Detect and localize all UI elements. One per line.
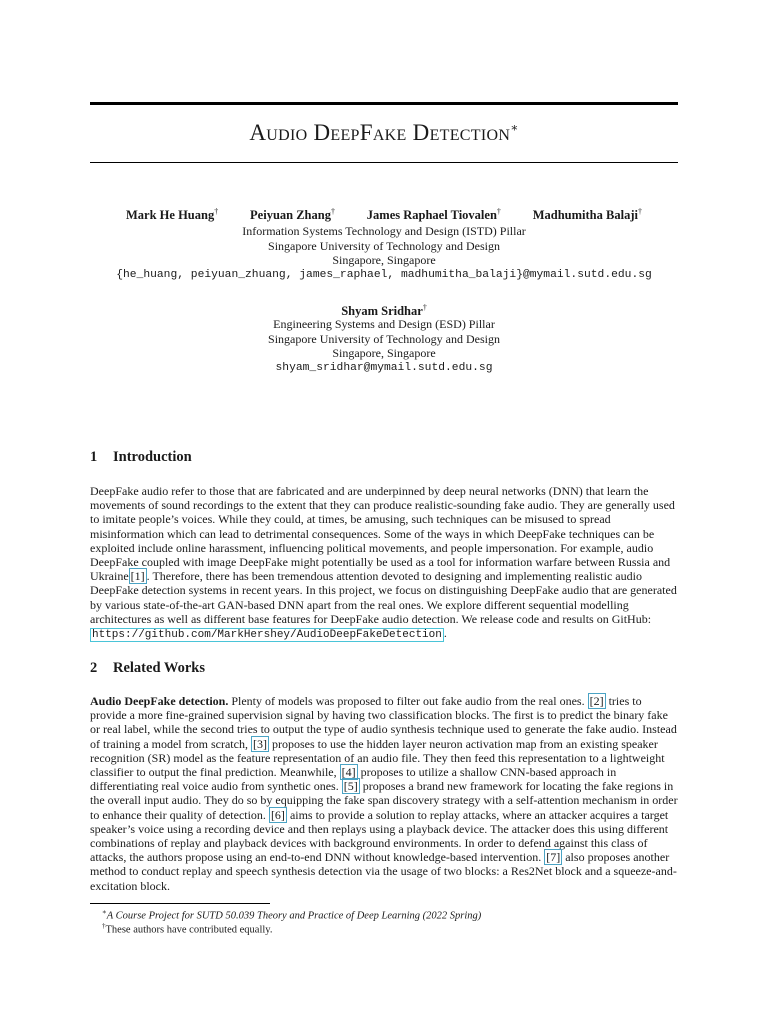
- body-text: .: [443, 626, 447, 641]
- author-email: shyam_sridhar@mymail.sutd.edu.sg: [275, 361, 493, 374]
- section-title: Introduction: [113, 449, 192, 465]
- citation-link[interactable]: [5]: [343, 779, 358, 794]
- author-name-text: Madhumitha Balaji: [532, 208, 638, 223]
- github-url-link[interactable]: https://github.com/MarkHershey/AudioDeepFakeDetection: [92, 629, 442, 642]
- affiliation-block: [90, 317, 678, 375]
- body-text: proposes a brand new framework for locating the fake regions in the overall input audio. They do so by equipping the fake span discovery strategy with a self-attention mechanism in order to enhance their quality of detection.: [90, 779, 678, 822]
- body-text: . Therefore, there has been tremendous attention devoted to designing and implementing realistic audio DeepFake detection systems in recent years. In this project, we focus on distinguishing DeepFake audio that are generated by various state-of-the-art GAN-based DNN apart from the real ones. We explore different sequential modelling architectures as well as different base features for DeepFake audio detection. We release code and results on GitHub:: [90, 569, 677, 626]
- affiliation-university: Singapore University of Technology and Design: [268, 331, 500, 346]
- body-text: proposes to use the hidden layer neuron activation map from an existing speaker recognition (SR) model as the feature representation of an audio file. They then feed this representation to a lightweight classifier to output the final prediction. Meanwhile,: [90, 736, 665, 780]
- affiliation-location: Singapore, Singapore: [332, 253, 436, 267]
- citation-link[interactable]: [7]: [546, 850, 561, 865]
- author-mark: †: [422, 303, 427, 312]
- citation-link[interactable]: [2]: [589, 694, 604, 708]
- author-name-text: Peiyuan Zhang: [250, 208, 331, 223]
- citation-link[interactable]: [6]: [270, 807, 285, 822]
- footnote-text: A Course Project for SUTD 50.039 Theory and Practice of Deep Learning (2022 Spring): [106, 910, 482, 922]
- section-number: 2: [90, 660, 98, 676]
- paper-title: [90, 120, 678, 146]
- section-heading-related-works: [90, 660, 205, 677]
- author-mark: †: [637, 207, 642, 216]
- footnote: [102, 920, 272, 937]
- title-top-rule: [90, 102, 678, 105]
- author-name: [533, 207, 642, 223]
- author-mark: †: [496, 207, 501, 216]
- affiliation-location: Singapore, Singapore: [332, 346, 436, 360]
- author-name: [367, 207, 501, 223]
- introduction-paragraph: [90, 484, 679, 642]
- affiliation-block: [90, 224, 678, 282]
- footnote-marker: ∗: [102, 908, 107, 916]
- body-text: aims to provide a solution to replay attacks, where an attacker acquires a target speaker’s voice using a recording device and then replays using a playback device. The attacker does this using different combinations of replay and playback devices with background environments. In order to defend against this class of attacks, the authors propose using an end-to-end DNN without knowledge-based intervention.: [90, 807, 669, 865]
- section-heading-introduction: [90, 449, 192, 466]
- affiliation-dept: Information Systems Technology and Design (ISTD) Pillar: [242, 224, 526, 238]
- body-text: tries to provide a more fine-grained supervision signal by having two classification blocks. The first is to predict the binary fake or real label, while the second tries to output the type of audio synthesis technique used to generate the fake audio. Instead of training a model from scratch,: [90, 694, 677, 751]
- section-title: Related Works: [113, 660, 205, 676]
- author-list: [90, 207, 678, 223]
- footnote-marker: †: [102, 922, 106, 930]
- body-text: also proposes another method to conduct replay and speech synthesis detection via the usage of two blocks: a Res2Net block and a squeeze-and-excitation block.: [90, 850, 677, 893]
- affiliation-university: Singapore University of Technology and Design: [268, 238, 500, 253]
- author-mark: †: [330, 207, 335, 216]
- author-name-text: James Raphael Tiovalen: [366, 208, 497, 223]
- citation-link[interactable]: [1]: [130, 569, 145, 584]
- body-text: proposes to utilize a shallow CNN-based approach in differentiating real voice audio from synthetic ones.: [90, 765, 617, 794]
- related-works-paragraph: [90, 694, 679, 893]
- author-name: [250, 207, 335, 223]
- author-name-text: Shyam Sridhar: [341, 304, 423, 319]
- author-mark: †: [214, 207, 219, 216]
- footnote-text: These authors have contributed equally.: [105, 924, 273, 936]
- citation-link[interactable]: [3]: [252, 736, 267, 751]
- affiliation-dept: Engineering Systems and Design (ESD) Pillar: [273, 317, 495, 331]
- footnote-rule: [90, 903, 270, 904]
- citation-link[interactable]: [4]: [341, 765, 356, 780]
- section-number: 1: [90, 449, 98, 465]
- title-bottom-rule: [90, 162, 678, 163]
- body-text: DeepFake audio refer to those that are fabricated and are underpinned by deep neural networks (DNN) that learn the movements of sound recordings to the extent that they can produce realistic-sounding fake audio. They are generally used to imitate people’s voices. While they could, at times, be amusing, such techniques can be misused to spread misinformation which can lead to detrimental consequences. Some of the ways in which DeepFake techniques can be exploited include online harassment, influencing political movements, and people impersonation. For example, audio DeepFake coupled with image DeepFake might potentially be used as a tool for information warfare between Russia and Ukraine: [90, 484, 675, 584]
- paper-title-text: Audio DeepFake Detection: [249, 120, 511, 145]
- title-footnote-marker: ∗: [510, 120, 519, 135]
- author-emails: {he_huang, peiyuan_zhuang, james_raphael, madhumitha_balaji}@mymail.sutd.edu.sg: [116, 268, 652, 281]
- author-name: [126, 207, 218, 223]
- author-name-text: Mark He Huang: [126, 208, 215, 223]
- body-text: Plenty of models was proposed to filter out fake audio from the real ones.: [228, 694, 588, 708]
- paragraph-lead: Audio DeepFake detection.: [90, 694, 229, 708]
